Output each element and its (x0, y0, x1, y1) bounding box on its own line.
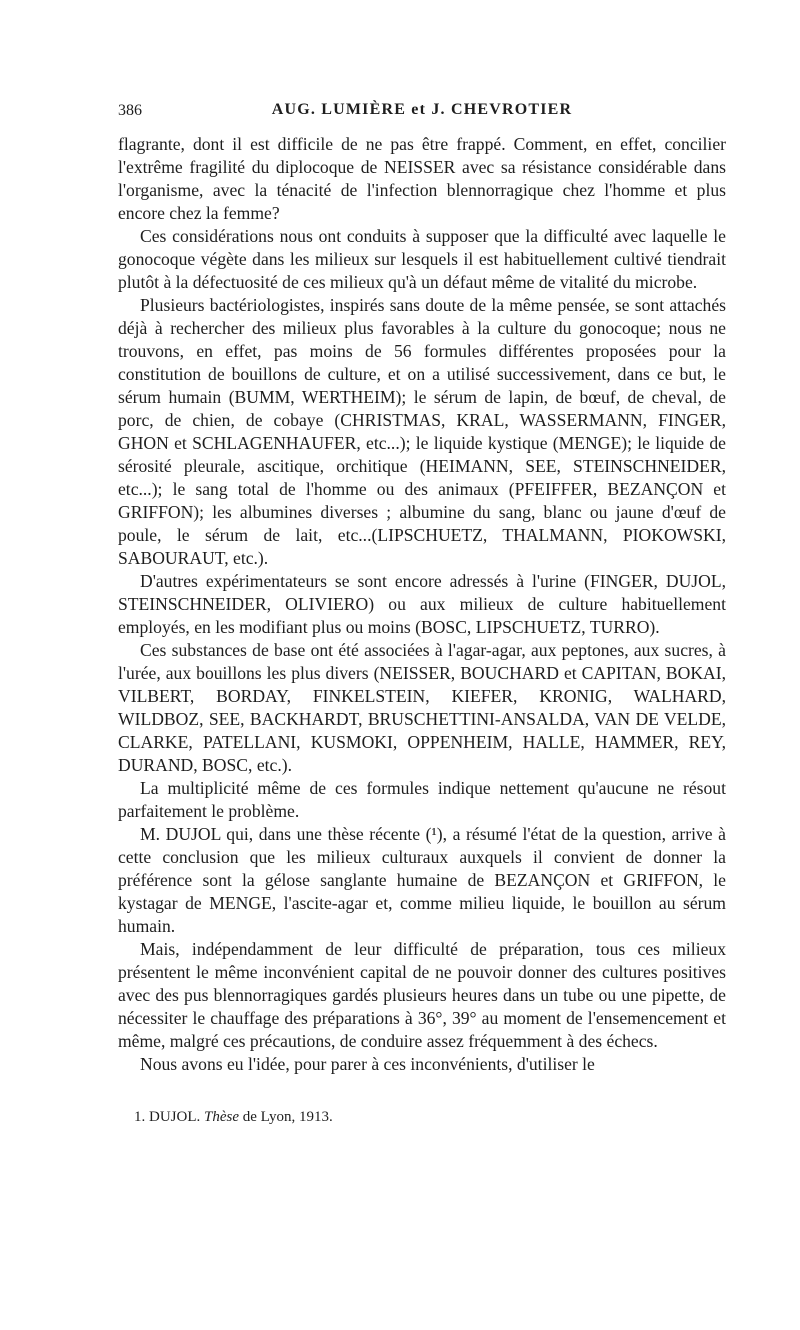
paragraph: Ces considérations nous ont conduits à supposer que la difficulté avec laquelle le gonocoque végète dans les milieux sur lesquels il est habituellement cultivé tiendrait plutôt à la défectuosité de ces milieux qu'à un défaut même de vitalité du microbe. (118, 226, 726, 292)
page-header (118, 100, 726, 128)
footnote-rest: de Lyon, 1913. (242, 1109, 333, 1125)
footnote (134, 1109, 724, 1126)
paragraph: Mais, indépendamment de leur difficulté de préparation, tous ces milieux présentent le même inconvénient capital de ne pouvoir donner des cultures positives avec des pus blennorragiques gardés plusieurs heures dans un tube ou une pipette, de nécessiter le chauffage des préparations à 36°, 39° au moment de l'ensemencement et même, malgré ces précautions, de conduire assez fréquemment à des échecs. (118, 939, 726, 1051)
page-number: 386 (118, 102, 142, 119)
footnote-title: Thèse (204, 1109, 239, 1125)
footnote-marker: 1. (134, 1109, 146, 1125)
paragraph: Nous avons eu l'idée, pour parer à ces inconvénients, d'utiliser le (140, 1054, 595, 1074)
paragraph: M. DUJOL qui, dans une thèse récente (¹), a résumé l'état de la question, arrive à cette conclusion que les milieux culturaux auxquels il convient de donner la préférence sont la gélose sanglante humaine de BEZANÇON et GRIFFON, le kystagar de MENGE, l'ascite-agar et, comme milieu liquide, le bouillon au sérum humain. (118, 824, 726, 936)
paragraph: Plusieurs bactériologistes, inspirés sans doute de la même pensée, se sont attachés déjà à rechercher des milieux plus favorables à la culture du gonocoque; nous ne trouvons, en effet, pas moins de 56 formules différentes proposées pour la constitution de bouillons de culture, et on a utilisé successivement, dans ce but, le sérum humain (BUMM, WERTHEIM); le sérum de lapin, de bœuf, de cheval, de porc, de chien, de cobaye (CHRISTMAS, KRAL, WASSERMANN, FINGER, GHON et SCHLAGENHAUFER, etc...); le liquide kystique (MENGE); le liquide de sérosité pleurale, ascitique, orchitique (HEIMANN, SEE, STEINSCHNEIDER, etc...); le sang total de l'homme ou des animaux (PFEIFFER, BEZANÇON et GRIFFON); les albumines diverses ; albumine du sang, blanc ou jaune d'œuf de poule, le sérum de lait, etc...(LIPSCHUETZ, THALMANN, PIOKOWSKI, SABOURAUT, etc.). (118, 295, 726, 568)
body-text (118, 133, 726, 1076)
footnote-author: DUJOL. (149, 1109, 201, 1125)
paragraph: D'autres expérimentateurs se sont encore adressés à l'urine (FINGER, DUJOL, STEINSCHNEIDER, OLIVIERO) ou aux milieux de culture habituellement employés, en les modifiant plus ou moins (BOSC, LIPSCHUETZ, TURRO). (118, 571, 726, 637)
paragraph: flagrante, dont il est difficile de ne pas être frappé. Comment, en effet, concilier l'extrême fragilité du diplocoque de NEISSER avec sa résistance considérable dans l'organisme, avec la ténacité de l'infection blennorragique chez l'homme et plus encore chez la femme? (118, 134, 726, 223)
running-head: AUG. LUMIÈRE et J. CHEVROTIER (271, 101, 573, 118)
paragraph: Ces substances de base ont été associées à l'agar-agar, aux peptones, aux sucres, à l'urée, aux bouillons les plus divers (NEISSER, BOUCHARD et CAPITAN, BOKAI, VILBERT, BORDAY, FINKELSTEIN, KIEFER, KRONIG, WALHARD, WILDBOZ, SEE, BACKHARDT, BRUSCHETTINI-ANSALDA, VAN DE VELDE, CLARKE, PATELLANI, KUSMOKI, OPPENHEIM, HALLE, HAMMER, REY, DURAND, BOSC, etc.). (118, 640, 726, 775)
paragraph: La multiplicité même de ces formules indique nettement qu'aucune ne résout parfaitement le problème. (118, 778, 726, 821)
